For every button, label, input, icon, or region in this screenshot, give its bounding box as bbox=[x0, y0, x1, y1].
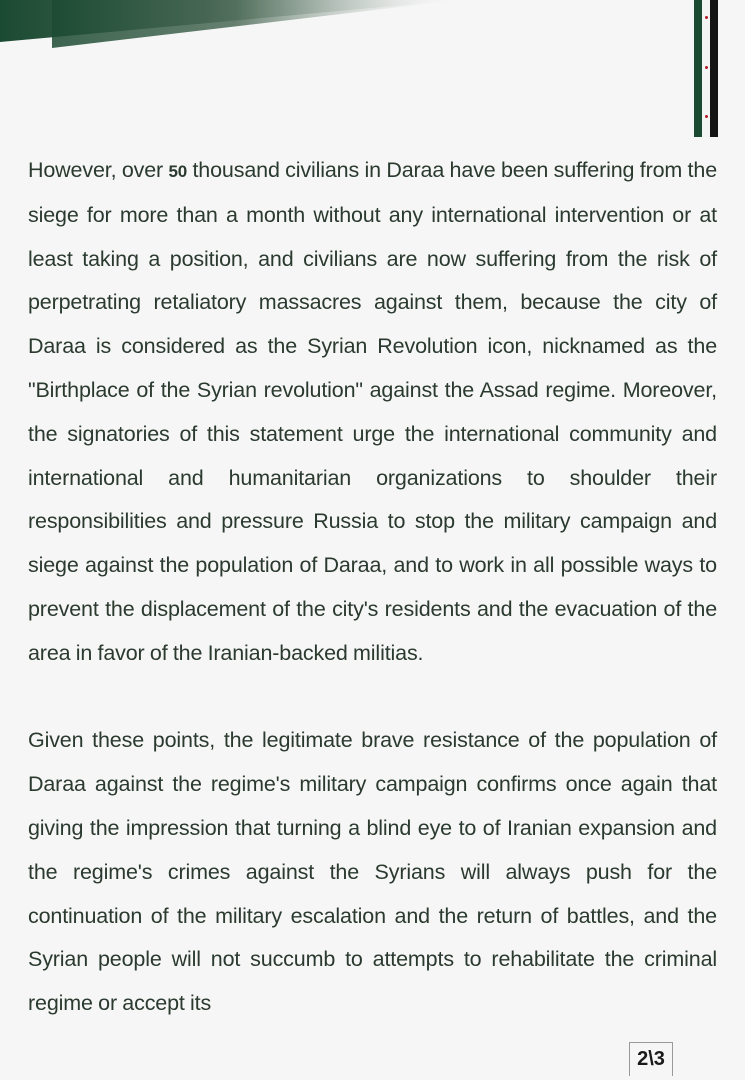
statement-body bbox=[28, 149, 717, 1026]
page-indicator: 2\3 bbox=[629, 1042, 673, 1076]
flag-star-icon bbox=[705, 16, 708, 19]
flag-star-icon bbox=[705, 66, 708, 69]
paragraph-1-intro: However, over bbox=[28, 158, 169, 182]
paragraph-2: Given these points, the legitimate brave resistance of the population of Daraa against the regime's military campaign confirms once again that giving the impression that turning a blind eye to of Iranian expansion and the regime's crimes against the Syrians will always push for the continuation of the military escalation and the return of battles, and the Syrian people will not succumb to attempts to rehabilitate the criminal regime or accept its bbox=[28, 728, 717, 1016]
civilian-count: 50 bbox=[168, 162, 188, 181]
paragraph-1-text: thousand civilians in Daraa have been suffering from the siege for more than a month without any international intervention or at least taking a position, and civilians are now suffering from the risk of perpetrating retaliatory massacres against them, because the city of Daraa is considered as the Syrian Revolution icon, nicknamed as the "Birthplace of the Syrian revolution" against the Assad regime. Moreover, the signatories of this statement urge the international community and international and humanitarian organizations to shoulder their responsibilities and pressure Russia to stop the military campaign and siege against the population of Daraa, and to work in all possible ways to prevent the displacement of the city's residents and the evacuation of the area in favor of the Iranian-backed militias. bbox=[28, 158, 717, 665]
header-swoosh-graphic bbox=[0, 0, 460, 50]
syrian-revolution-flag-strip bbox=[694, 0, 718, 137]
flag-star-icon bbox=[705, 115, 708, 118]
flag-black-stripe bbox=[710, 0, 718, 137]
paragraph-1 bbox=[28, 149, 717, 676]
flag-green-stripe bbox=[694, 0, 702, 137]
flag-white-stripe bbox=[702, 0, 710, 137]
